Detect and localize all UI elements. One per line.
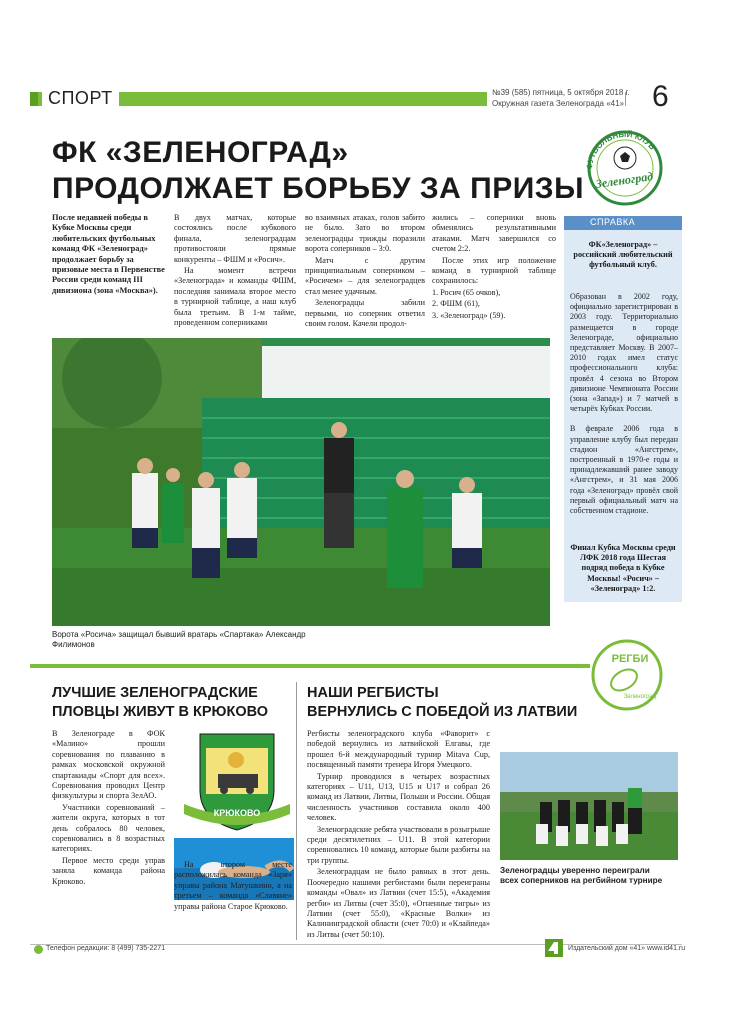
main-column-4 xyxy=(432,213,556,322)
swim-headline-line2: ПЛОВЦЫ ЖИВУТ В КРЮКОВО xyxy=(52,704,269,720)
section-divider xyxy=(30,664,590,668)
crest-ribbon-text: КРЮКОВО xyxy=(213,808,261,818)
standings-row: 3. «Зеленоград» (59). xyxy=(432,310,506,320)
footer-publisher: Издательский дом «41» www.id41.ru xyxy=(568,945,686,952)
paragraph: Зеленоградские ребята участвовали в розыгрыше среди десятилетних – U11. В этой категории соревновались 10 команд, которые были разбиты на три группы. xyxy=(307,824,490,865)
rugby-photo-caption: Зеленоградцы уверенно переиграли всех соперников на регбийном турнире xyxy=(500,866,663,886)
main-headline-line1: ФК «ЗЕЛЕНОГРАД» xyxy=(52,136,349,169)
rugby-logo-sub: Зеленоград xyxy=(623,694,657,700)
paragraph: Регбисты зеленоградского клуба «Фаворит» с победой вернулись из латвийской Елгавы, где прошел 6-й международный турнир Mitava Cup, посвященный памяти тренера Игоря Умецкого. xyxy=(307,729,490,770)
main-column-3 xyxy=(305,213,425,330)
section-label: СПОРТ xyxy=(42,86,119,110)
page-number: 6 xyxy=(652,80,669,113)
paragraph: В двух матчах, которые состоялись после кубкового финала, зеленоградцам противостояли прямые конкуренты – ФШМ и «Росич». xyxy=(174,213,296,264)
paragraph: Первое место среди управ заняла команда района Крюково. xyxy=(52,855,165,886)
paragraph: Матч с другим принципиальным соперником – «Росичем» – для зеленоградцев стал менее удачным. xyxy=(305,255,425,296)
paragraph: После этих игр положение команд в турнирной таблице сохранилось: xyxy=(432,255,556,286)
column-separator xyxy=(296,682,297,940)
sidebar-body xyxy=(570,292,678,526)
swim-column-2 xyxy=(174,860,292,913)
paragraph: На втором месте расположилась команда «Заря» управы района Матушкино, а на третьем – команда «Славяне» управы района Старое Крюково. xyxy=(174,860,292,911)
sidebar-title: ФК«Зеленоград» – российский любительский футбольный клуб. xyxy=(573,240,673,270)
rugby-column xyxy=(307,729,490,941)
rugby-headline-line1: НАШИ РЕГБИСТЫ xyxy=(307,685,439,701)
paragraph: На момент встречи «Зеленограда» и команды ФШМ, последняя занимала второе место в турнирной таблице, а наш клуб была третьим. В 1-м тайме, проведенном соперниками xyxy=(174,266,296,328)
rugby-team-photo xyxy=(500,752,678,860)
standings-row: 2. ФШМ (61), xyxy=(432,299,480,309)
paragraph: В феврале 2006 года в управление клубу был передан стадион «Ангстрем», построенный в 1970-е годы и принадлежавший ранее заводу «Ангстрем», и 31 мая 2006 года «Зеленоград» провёл свой первый официальный матч на собственном стадионе. xyxy=(570,424,678,516)
club-logo-script-text: Зеленоград xyxy=(594,169,654,191)
sidebar-tab-label: СПРАВКА xyxy=(590,217,636,227)
rugby-club-logo xyxy=(586,638,668,712)
paragraph: Зеленоградцы забили первыми, но соперник ответил своим голом. Качели продол- xyxy=(305,298,425,329)
paragraph: жились – соперники вновь обменялись результативными атаками. Матч завершился со счетом 2:2. xyxy=(432,213,556,254)
main-column-2 xyxy=(174,213,296,329)
swim-headline xyxy=(52,684,268,722)
paper-name: Окружная газета Зеленограда «41» xyxy=(492,99,625,108)
standings-row: 1. Росич (65 очков), xyxy=(432,287,501,297)
main-lead-paragraph: После недавней победы в Кубке Москвы среди любительских футбольных команд ФК «Зеленоград» продолжает борьбу за призовые места в Первенстве России среди команд III дивизиона (зона «Москва»). xyxy=(52,213,165,295)
swim-headline-line1: ЛУЧШИЕ ЗЕЛЕНОГРАДСКИЕ xyxy=(52,685,258,701)
football-match-photo xyxy=(52,338,550,626)
kryukovo-crest xyxy=(178,730,296,836)
sidebar-final-result: Финал Кубка Москвы среди ЛФК 2018 года Шестая подряд победа в Кубке Москвы! «Росич» – «Зеленоград» 1:2. xyxy=(570,543,676,593)
main-photo-caption: Ворота «Росича» защищал бывший вратарь «Спартака» Александр Филимонов xyxy=(52,630,306,649)
rugby-logo-text: РЕГБИ xyxy=(611,653,649,665)
swim-column-1 xyxy=(52,729,165,888)
club-logo-ring-text: ФУТБОЛЬНЫЙ КЛУБ xyxy=(584,129,657,171)
publisher-logo-icon xyxy=(545,939,563,957)
football-club-logo xyxy=(580,124,670,206)
paragraph: Образован в 2002 году, официально зарегистрирован в 2003 году. Территориально размещается в городе Зеленограде, официально представляет Москву. В 2007–2010 годах имел статус профессионального клуба: провёл 4 сезона во Втором дивизионе Чемпионата России (зона «Запад») и 7 матчей в четырёх Кубках России. xyxy=(570,292,678,414)
main-headline-line2: ПРОДОЛЖАЕТ БОРЬБУ ЗА ПРИЗЫ xyxy=(52,172,584,205)
paragraph: Участники соревнований – жители округа, которых в тот день собралось 80 человек, соревновались в 8 возрастных категориях. xyxy=(52,802,165,854)
paragraph: во взаимных атаках, голов забито не было. Зато во втором зеленоградцы трижды поразили ворота соперников – 3:0. xyxy=(305,213,425,254)
paragraph: Зеленоградцам не было равных в этот день. Поочередно нашими регбистами были переиграны команды «Овал» из Латвии (счет 15:5), «Академия регби» из Литвы (счет 35:0), «Огненные тигры» из Латвии (счет 55:0), «Красные Волки» из Калининградской области (счет 70:0) и «Клайпеда» из Литвы (счет 50:10). xyxy=(307,867,490,939)
paragraph: В Зеленограде в ФОК «Малино» прошли соревнования по плаванию в рамках московской окружной спартакиады «Спорт для всех». Соревнования проводил Центр физкультуры и спорта ЗелАО. xyxy=(52,729,165,801)
paragraph: Турнир проводился в четырех возрастных категориях – U11, U13, U15 и U17 и собрал 26 команд из Латвии, Литвы, Польши и России. Общая численность участников составила около 400 человек. xyxy=(307,771,490,823)
phone-icon xyxy=(34,945,43,954)
issue-line: №39 (585) пятница, 5 октября 2018 г. xyxy=(492,88,630,97)
footer-phone: Телефон редакции: 8 (499) 735-2271 xyxy=(46,945,166,952)
rugby-headline xyxy=(307,684,577,722)
rugby-headline-line2: ВЕРНУЛИСЬ С ПОБЕДОЙ ИЗ ЛАТВИИ xyxy=(307,704,578,720)
section-bar-accent xyxy=(30,92,38,106)
